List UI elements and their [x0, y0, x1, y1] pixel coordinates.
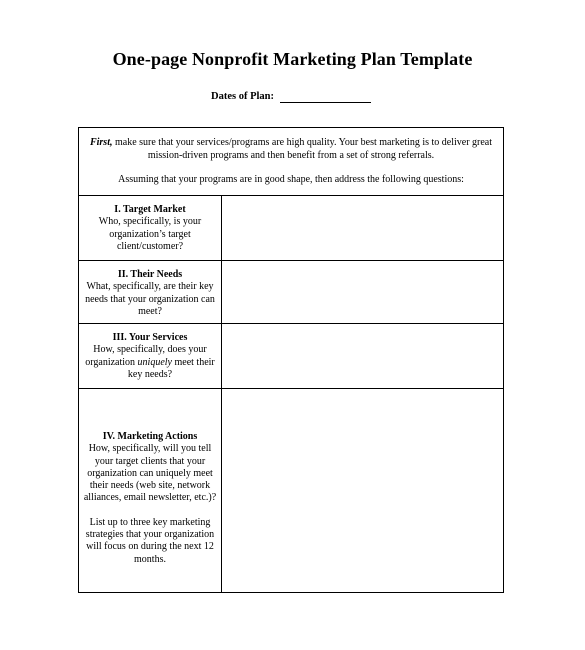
intro-paragraph-1	[85, 137, 497, 162]
section-question-2: List up to three key marketing strategies that your organization will focus on during the next 12 months.	[85, 516, 215, 565]
target-market-answer-field[interactable]	[222, 196, 503, 260]
section-question-cell	[79, 389, 222, 593]
plan-table	[78, 127, 504, 593]
question-text-after: meet their key needs?	[127, 356, 215, 380]
section-question	[81, 344, 219, 381]
section-heading: III. Your Services	[112, 332, 188, 343]
section-question: Who, specifically, is your organization’s target client/customer?	[98, 216, 202, 252]
marketing-actions-answer-field[interactable]	[222, 389, 503, 593]
section-heading: II. Their Needs	[117, 269, 183, 280]
dates-of-plan-label: Dates of Plan:	[211, 91, 274, 102]
intro-first-word: First,	[89, 137, 113, 148]
intro-cell	[79, 128, 503, 196]
intro-paragraph-2: Assuming that your programs are in good shape, then address the following questions:	[118, 174, 464, 185]
section-row-target-market	[79, 196, 503, 261]
section-question: What, specifically, are their key needs that your organization can meet?	[85, 281, 215, 317]
section-question: How, specifically, will you tell your target clients that your organization can uniquely meet their needs (web site, network alliances, email newsletter, etc.)?	[83, 443, 217, 504]
page-title: One-page Nonprofit Marketing Plan Template	[112, 49, 473, 69]
intro-line1-text: make sure that your services/programs are high quality. Your best marketing is to deliver great mission-driven programs and then benefit from a set of strong referrals.	[112, 137, 493, 161]
question-emphasis: uniquely	[137, 356, 172, 368]
section-question-cell	[79, 324, 222, 388]
spacer	[81, 505, 219, 517]
question-text-before: How, specifically, does your organization	[85, 344, 207, 368]
their-needs-answer-field[interactable]	[222, 261, 503, 323]
section-question-cell	[79, 261, 222, 323]
section-row-your-services	[79, 324, 503, 389]
your-services-answer-field[interactable]	[222, 324, 503, 388]
dates-of-plan-field[interactable]	[280, 102, 371, 103]
section-row-marketing-actions	[79, 389, 503, 593]
section-heading: I. Target Market	[114, 204, 186, 215]
section-question-cell	[79, 196, 222, 260]
section-row-their-needs	[79, 261, 503, 324]
section-heading: IV. Marketing Actions	[102, 431, 198, 442]
